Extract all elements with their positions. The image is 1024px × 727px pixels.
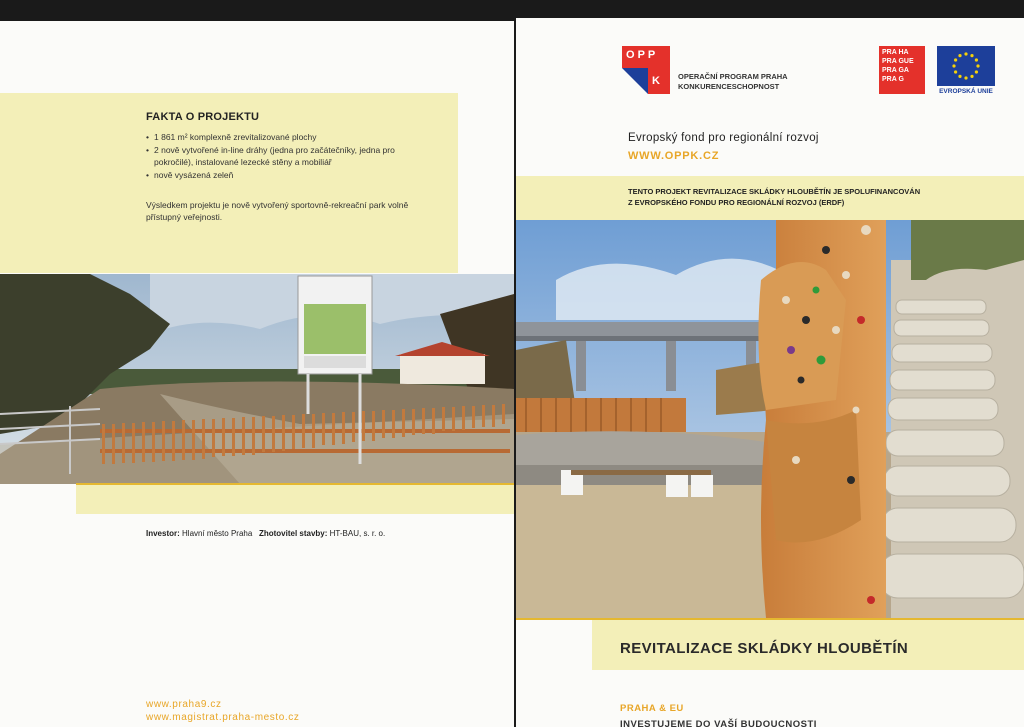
project-credits <box>146 529 385 538</box>
contractor-label: Zhotovitel stavby: <box>258 529 328 538</box>
photo-caption-band <box>76 484 514 514</box>
facts-title: FAKTA O PROJEKTU <box>146 111 260 123</box>
climbing-wall-photo <box>516 220 1024 618</box>
eu-label: EVROPSKÁ UNIE <box>939 88 993 95</box>
fact-item: • 1 861 m² komplexně zrevitalizované plochy <box>146 131 418 143</box>
oppk-name-line1: OPERAČNÍ PROGRAM PRAHA <box>678 72 788 81</box>
investor-value: Hlavní město Praha <box>182 529 253 538</box>
project-title: REVITALIZACE SKLÁDKY HLOUBĚTÍN <box>620 640 909 657</box>
eu-flag-icon <box>937 46 995 86</box>
oppk-name-line2: KONKURENCESCHOPNOST <box>678 82 780 91</box>
project-summary: Výsledkem projektu je nově vytvořený sportovně-rekreační park volně přístupný veřejnosti. <box>146 200 409 222</box>
right-page <box>516 18 1024 727</box>
fact-item: • nově vysázená zeleň <box>146 169 418 181</box>
footer-title: PRAHA & EU <box>620 703 684 714</box>
link-magistrat[interactable]: www.magistrat.praha-mesto.cz <box>146 712 300 723</box>
accent-line <box>76 483 514 485</box>
facts-list <box>146 131 418 182</box>
praha-logo: PRA HA PRA GUE PRA GA PRA G <box>879 46 925 94</box>
fund-url[interactable]: WWW.OPPK.CZ <box>628 150 720 162</box>
oppk-letter-k: K <box>652 75 660 87</box>
investor-label: Investor: <box>146 529 180 538</box>
oppk-name <box>678 72 788 92</box>
link-praha9[interactable]: www.praha9.cz <box>146 699 222 710</box>
contractor-value: HT-BAU, s. r. o. <box>329 529 386 538</box>
oppk-letters: OPP <box>626 49 659 61</box>
fact-item: • 2 nově vytvořené in-line dráhy (jedna pro začátečníky, jedna pro pokročilé), instalované lezecké stěny a mobiliář <box>146 144 418 168</box>
park-photo <box>0 274 514 484</box>
footer-slogan: INVESTUJEME DO VAŠÍ BUDOUCNOSTI <box>620 719 817 727</box>
left-page <box>0 21 514 727</box>
cofinance-text: TENTO PROJEKT REVITALIZACE SKLÁDKY HLOUBĚTÍN JE SPOLUFINANCOVÁN Z EVROPSKÉHO FONDU PRO REGIONÁLNÍ ROZVOJ (ERDF) <box>628 187 921 207</box>
fund-name: Evropský fond pro regionální rozvoj <box>628 132 819 144</box>
